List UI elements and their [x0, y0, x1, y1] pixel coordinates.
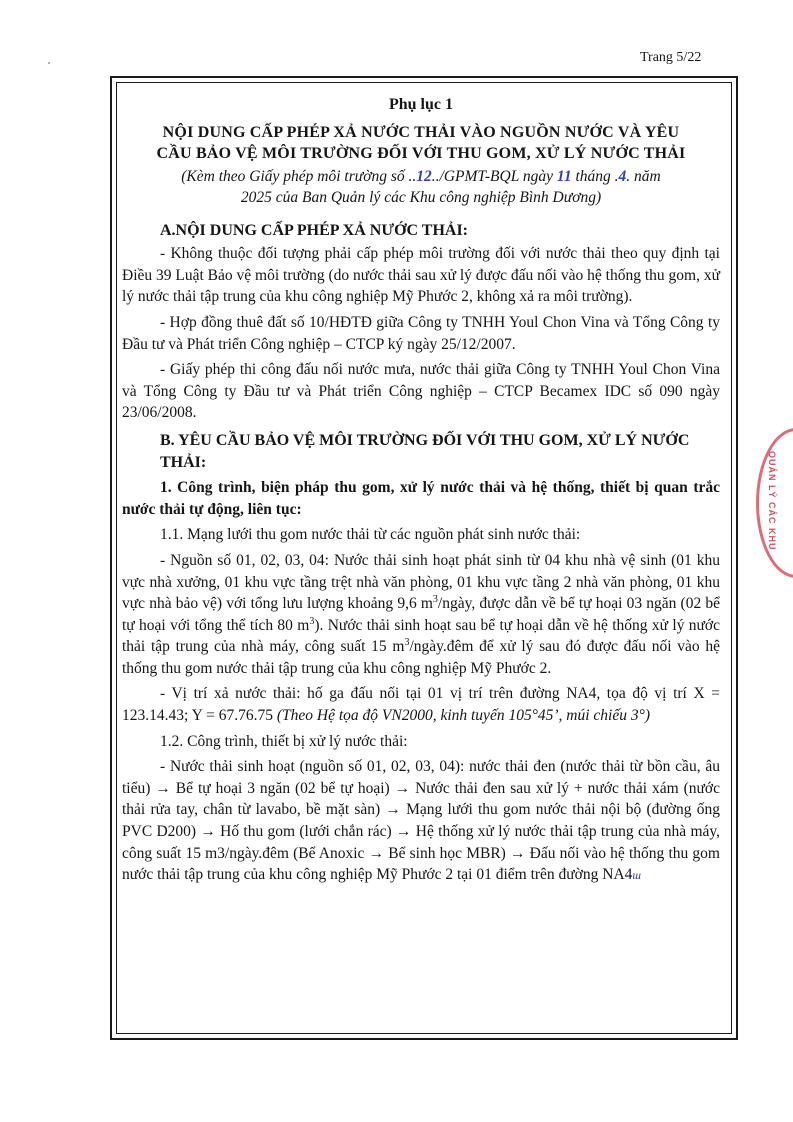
document-subtitle [122, 166, 720, 208]
permit-day: 11 [556, 167, 572, 185]
page-number: Trang 5/22 [640, 50, 702, 65]
section-b-title: B. YÊU CẦU BẢO VỆ MÔI TRƯỜNG ĐỐI VỚI THU GOM, XỬ LÝ NƯỚC THẢI: [160, 431, 690, 471]
appendix-label: Phụ lục 1 [388, 96, 453, 113]
section-a-paragraph-1: - Không thuộc đối tượng phải cấp phép môi trường đối với nước thải theo quy định tại Điều 39 Luật Bảo vệ môi trường (do nước thải sau xử lý được đấu nối vào hệ thống thu gom, xử lý nước thải tập trung của khu công nghiệp Mỹ Phước 2, không xả ra môi trường). [122, 245, 720, 306]
permit-number: 12 [416, 167, 432, 185]
item-1-title: 1. Công trình, biện pháp thu gom, xử lý nước thải và hệ thống, thiết bị quan trắc nước thải tự động, liên tục: [122, 479, 720, 518]
subtitle-part-d: . năm [626, 167, 661, 185]
subtitle-part-c: tháng . [571, 167, 619, 185]
subtitle-part-b: ../GPMT-BQL ngày [431, 167, 557, 185]
section-a-paragraph-3: - Giấy phép thi công đấu nối nước mưa, nước thải giữa Công ty TNHH Youl Chon Vina và Tổng Công ty Đầu tư và Phát triển Công nghiệp – CTCP Becamex IDC số 090 ngày 23/06/2008. [122, 361, 720, 422]
scan-speck [48, 62, 50, 64]
section-a-title: A.NỘI DUNG CẤP PHÉP XẢ NƯỚC THẢI: [160, 221, 469, 239]
discharge-location-paragraph: - Vị trí xả nước thải: hố ga đấu nối tại 01 vị trí trên đường NA4, tọa độ vị trí X = 123.14.43; Y = 67.76.75 (Theo Hệ tọa độ VN2000, kinh tuyến 105°45’, múi chiếu 3°) [122, 685, 720, 725]
subtitle-part-a: (Kèm theo Giấy phép môi trường số .. [181, 167, 417, 185]
official-stamp [756, 428, 793, 578]
treatment-paragraph: - Nước thải sinh hoạt (nguồn số 01, 02, 03, 04): nước thải đen (nước thải từ bồn cầu, âu tiểu) → Bể tự hoại 3 ngăn (02 bể tự hoại) → Nước thải đen sau xử lý + nước thải xám (nước thải rửa tay, chân từ lavabo, bề mặt sàn) → Mạng lưới thu gom nước thải nội bộ (đường ống PVC D200) → Hố thu gom (lưới chắn rác) → Hệ thống xử lý nước thải tập trung của nhà máy, công suất 15 m3/ngày.đêm (Bể Anoxic → Bể sinh học MBR) → Đấu nối vào hệ thống thu gom nước thải tập trung của khu công nghiệp Mỹ Phước 2 tại 01 điểm trên đường NA4ɯ [122, 758, 720, 884]
source-paragraph: - Nguồn số 01, 02, 03, 04: Nước thải sinh hoạt phát sinh từ 04 khu nhà vệ sinh (01 khu vực nhà xưởng, 01 khu vực tầng trệt nhà văn phòng, 01 khu vực tầng 2 nhà văn phòng, 01 khu vực nhà bảo vệ) với tổng lưu lượng khoảng 9,6 $m^3$/ngày, được dẫn về bể tự hoại 03 ngăn (02 bể tự hoại với tổng thể tích 80 $m^3$). Nước thải sinh hoạt sau bể tự hoại dẫn về hệ thống xử lý nước thải tập trung của nhà máy, công suất 15 $m^3/ngày.đêm$ để xử lý sau đó được đấu nối vào hệ thống thu gom nước thải tập trung của khu công nghiệp Mỹ Phước 2. [122, 551, 721, 677]
stamp-text: QUẢN LÝ CÁC KHU [767, 451, 777, 551]
item-1-2-title: 1.2. Công trình, thiết bị xử lý nước thải: [160, 732, 408, 750]
document-body [122, 94, 720, 891]
section-a-paragraph-2: - Hợp đồng thuê đất số 10/HĐTĐ giữa Công ty TNHH Youl Chon Vina và Tổng Công ty Đầu tư và Phát triển Công nghiệp – CTCP ký ngày 25/12/2007. [122, 313, 720, 353]
document-title-line1: NỘI DUNG CẤP PHÉP XẢ NƯỚC THẢI VÀO NGUỒN NƯỚC VÀ YÊU [162, 123, 680, 141]
subtitle-line2: 2025 của Ban Quản lý các Khu công nghiệp Bình Dương) [240, 188, 602, 206]
document-title-line2: CẦU BẢO VỆ MÔI TRƯỜNG ĐỐI VỚI THU GOM, XỬ LÝ NƯỚC THẢI [156, 144, 686, 162]
permit-month: 4 [618, 167, 627, 185]
item-1-1-title: 1.1. Mạng lưới thu gom nước thải từ các nguồn phát sinh nước thải: [160, 526, 581, 544]
initials-signature: ɯ [632, 868, 642, 883]
